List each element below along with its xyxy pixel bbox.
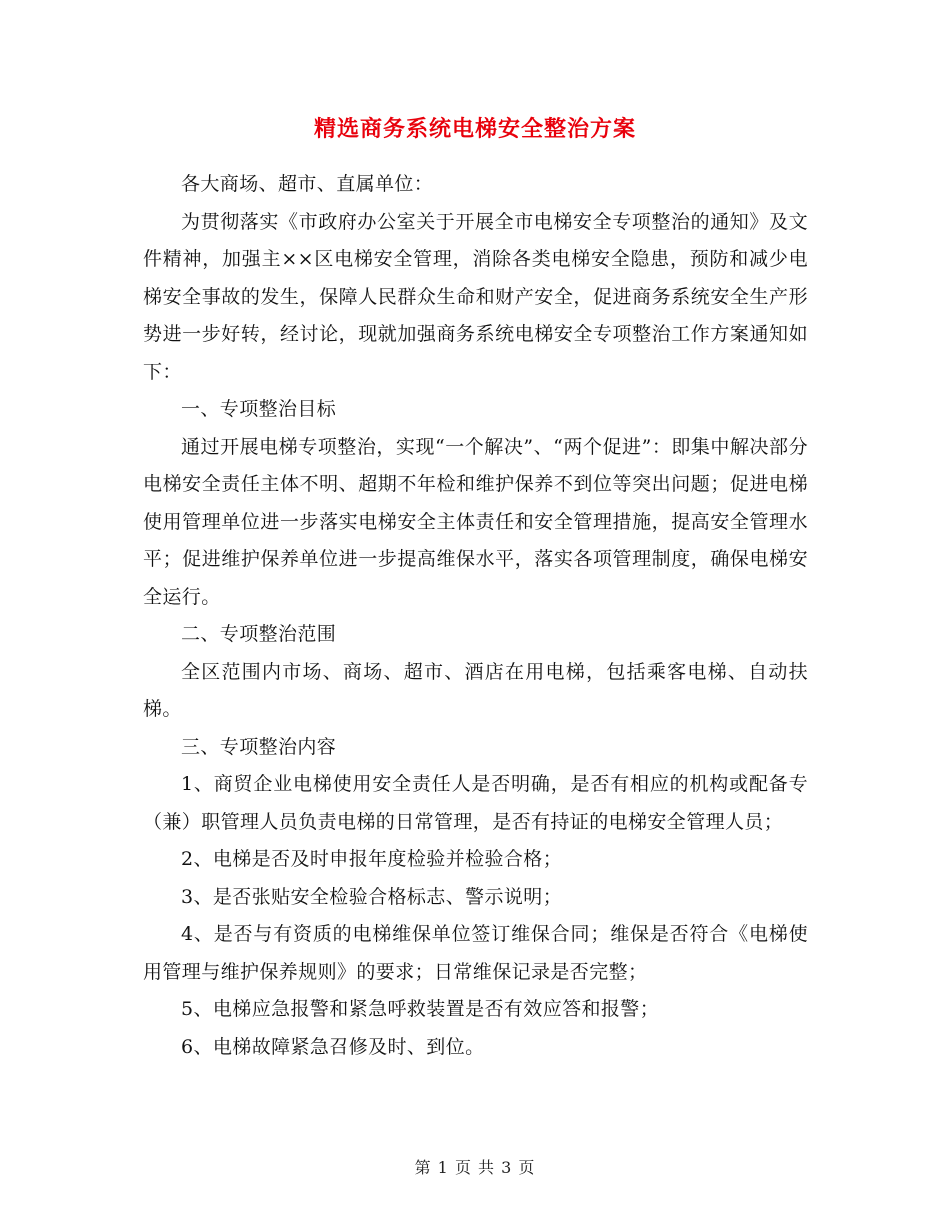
goals-paragraph: 通过开展电梯专项整治，实现“一个解决”、“两个促进”：即集中解决部分电梯安全责任主体不明、超期不年检和维护保养不到位等突出问题；促进电梯使用管理单位进一步落实电梯安全主体责任和安全管理措施，提高安全管理水平；促进维护保养单位进一步提高维保水平，落实各项管理制度，确保电梯安全运行。 (143, 435, 808, 608)
content-item-5: 5、电梯应急报警和紧急呼救装置是否有效应答和报警； (181, 998, 660, 1020)
content-item-3: 3、是否张贴安全检验合格标志、警示说明； (181, 885, 563, 908)
page-footer: 第 1 页 共 3 页 (414, 1158, 536, 1177)
section-heading-goals: 一、专项整治目标 (181, 398, 337, 420)
content-item-6: 6、电梯故障紧急召修及时、到位。 (181, 1035, 485, 1058)
document-body (143, 166, 808, 1066)
intro-paragraph: 为贯彻落实《市政府办公室关于开展全市电梯安全专项整治的通知》及文件精神，加强主××区电梯安全管理，消除各类电梯安全隐患，预防和减少电梯安全事故的发生，保障人民群众生命和财产安全，促进商务系统安全生产形势进一步好转，经讨论，现就加强商务系统电梯安全专项整治工作方案通知如下： (143, 210, 808, 383)
content-item-4: 4、是否与有资质的电梯维保单位签订维保合同；维保是否符合《电梯使用管理与维护保养规则》的要求；日常维保记录是否完整； (143, 923, 808, 983)
content-item-2: 2、电梯是否及时申报年度检验并检验合格； (181, 848, 563, 870)
section-heading-scope: 二、专项整治范围 (181, 623, 337, 645)
scope-paragraph: 全区范围内市场、商场、超市、酒店在用电梯，包括乘客电梯、自动扶梯。 (143, 660, 808, 720)
section-heading-content: 三、专项整治内容 (181, 735, 337, 758)
content-item-1: 1、商贸企业电梯使用安全责任人是否明确，是否有相应的机构或配备专（兼）职管理人员负责电梯的日常管理，是否有持证的电梯安全管理人员； (143, 773, 808, 833)
document-title: 精选商务系统电梯安全整治方案 (313, 116, 636, 142)
salutation-paragraph: 各大商场、超市、直属单位： (181, 173, 434, 195)
